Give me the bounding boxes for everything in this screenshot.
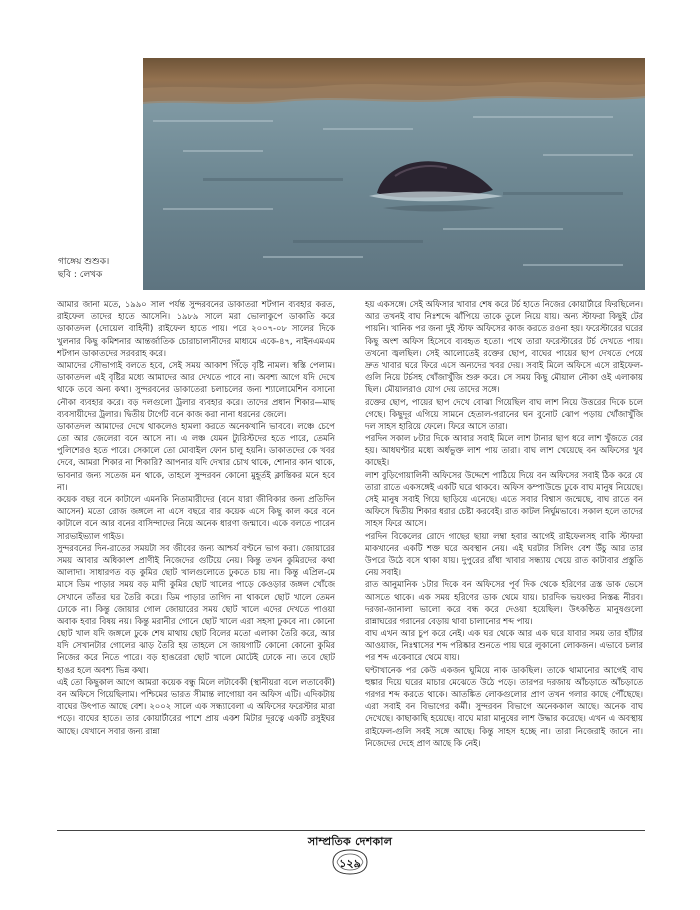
paragraph: কয়েক বছর বনে কাটালে এমনকি নিতামারীদের (বনে যারা জীবিকার জন্য প্রতিদিন আসেন) মতো রোজ জঙ্গলে না এসে বছরে বার কয়েক এসে কিছু কাল করে বনে কাটালে বনে আর বনের বাসিন্দাদের নিয়ে অনেক ধারণা জন্মাবে। একে বলতে পারেন সারভাইভ্যাল গাইড। [57,494,335,541]
paragraph: পরদিন বিকেলের রোদে গাছের ছায়া লম্বা হবার আগেই রাইফেলসহ বাকি স্টাফরা মাকখানের একটি শক্ত ঘরে অবস্থান নেয়। এই ঘরটার সিলিং বেশ উঁচু আর তার উপরে উঠে বসে থাকা যায়। দুপুরের রাঁধা খাবার সন্ধ্যায় খেয়ে রাত কাটাবার প্রস্তুতি নেয় সবাই। [365,530,643,578]
photo-caption [58,256,140,282]
magazine-name: সাম্প্রতিক দেশকাল [307,835,393,848]
paragraph: রাত আনুমানিক ১টার দিকে বন অফিসের পূর্ব দিক থেকে হরিণের ত্রস্ত ডাক ভেসে আসতে থাকে। এক সময় হরিণের ডাক থেমে যায়। চারদিক ভয়ংকর নিস্তব্ধ নীরব। দরজা-জানালা ভালো করে বন্ধ করে দেওয়া হয়েছিল। উৎকণ্ঠিত মানুষগুলো রান্নাঘরের গরানের বেড়ায় থাবা চালানোর শব্দ পায়। [365,579,643,626]
paragraph: আমাদের সৌভাগ্যই বলতে হবে, সেই সময় আকাশ গিঁড়ে বৃষ্টি নামল। স্বস্তি পেলাম। ডাকাতদল এই বৃষ্টির মধ্যে আমাদের আর দেখতে পাবে না। অবশ্য আগে যদি দেখে থাকে তবে অন্য কথা। সুন্দরবনের ডাকাতেরা চলাচলের জন্য শ্যালোমেশিন বসানো নৌকা ব্যবহার করে। বড় দলগুলো ট্রলার ব্যবহার করে। তাদের প্রধান শিকার—মাছ ব্যবসায়ীদের ট্রলার। দ্বিতীয় টার্গেট বনে কাজ করা নানা ধরনের জেলে। [57,359,335,419]
paragraph: এই তো কিছুকাল আগে আমরা কয়েক বন্ধু মিলে লটাবেকী (স্থানীয়রা বলে লতাবেকী) বন অফিসে গিয়েছিলাম। পশ্চিমের ভারত সীমান্ত লাগোয়া বন অফিস এটি। এদিকটায় বাঘের উৎপাত আছে বেশ। ২০০২ সালে এক সন্ধ্যাবেলা এ অফিসের ফরেস্টার মারা পড়ে। বাঘের হাতে। তার কোয়ার্টারের পাশে প্রায় একশ মিটার দূরত্বে একটি রসুইঘর আছে। যেখানে সবার জন্য রান্না [57,676,335,736]
right-column [365,298,643,828]
dolphin-photo [143,58,645,290]
paragraph: রক্তের ছোপ, পায়ের ছাপ দেখে বোঝা গিয়েছিল বাঘ লাশ নিয়ে উত্তরের দিকে চলে গেছে। কিছুদূর এগিয়ে সামনে হেতাল-গরানের ঘন বুনোট ঝোপ পড়ায় খোঁজাখুঁজি দল সাহস হারিয়ে ফেলে। ফিরে আসে তারা। [365,396,643,431]
paragraph: ডাকাতদল আমাদের দেখে থাকলেও হামলা করতে অনেকখানি ভাববে। লঞ্চে চেপে তো আর জেলেরা বনে আসে না। এ লঞ্চ যেমন ট্যুরিস্টদের হতে পারে, তেমনি পুলিশেরও হতে পারে। সেকালে তো মোবাইল ফোন চালু হয়নি। ডাকাতদের কে খবর দেবে, আমরা শিকার না শিকারি? আপনার যদি দেখার চোখ থাকে, শোনার কান থাকে, ভাবনার জন্য সতেজ মন থাকে, তাহলে সুন্দরবন কোনো মুহূর্তই ক্লান্তিকর মনে হবে না। [57,420,335,492]
paragraph: আমার জানা মতে, ১৯৯০ সাল পর্যন্ত সুন্দরবনের ডাকাতরা শটগান ব্যবহার করত, রাইফেল তাদের হাতে আসেনি। ১৯৮৯ সালে মরা ভোলাকুপে ডাকাতি করে ডাকাতদল (দোয়েল বাহিনী) রাইফেল হাতে পায়। পরে ২০০৭-০৮ সালের দিকে খুলনার কিছু কমিশনার আন্তর্জাতিক চোরাচালানীদের মাধ্যমে একে-৪৭, নাইনএমএম শটগান ডাকাতদের সরবরাহ করে। [57,299,335,358]
caption-title: গাঙ্গেয় শুশুক। [58,257,110,267]
paragraph: ঘণ্টাখানেক পর কেউ একজন ঘুমিয়ে নাক ডাকছিল। তাকে থামানোর আগেই বাঘ হুঙ্কার দিয়ে ঘরের মাচার মেঝেতে উঠে পড়ে। তারপর দরজায় আঁচড়াতে আঁচড়াতে গরগর শব্দ করতে থাকে। আতঙ্কিত লোকগুলোর প্রাণ তখন গলার কাছে পৌঁছেছে। এরা সবাই বন বিভাগের কর্মী। সুন্দরবন বিভাগে অনেককাল আছে। অনেক বাঘ দেখেছে। কাছাকাছি হয়েছে। বাঘে মারা মানুষের লাশ উদ্ধার করেছে। এখন এ অবস্থায় রাইফেল-গুলি সবই সঙ্গে আছে। কিন্তু সাহস হচ্ছে না। তারা নিজেরাই জানে না। নিজেদের দেহে প্রাণ আছে কি নেই। [365,664,643,748]
paragraph: হয় একসঙ্গে। সেই অফিসার খাবার শেষ করে টর্চ হাতে নিজের কোয়ার্টারে ফিরছিলেন। আর তখনই বাঘ নিঃশব্দে ঝাঁপিয়ে তাকে তুলে নিয়ে যায়। অন্য স্টাফরা কিছুই টের পায়নি। খানিক পর জনা দুই স্টাফ অফিসের কাজ করতে রওনা হয়। ফরেস্টারের ঘরের কিছু অংশ অফিস হিসেবে ব্যবহৃত হতো। পথে তারা ফরেস্টারের টর্চ দেখতে পায়। তখনো জ্বলছিল। সেই আলোতেই রক্তের ছোপ, বাঘের পায়ের ছাপ দেখতে পেয়ে দ্রুত খাবার ঘরে ফিরে এসে অন্যদের খবর দেয়। সবাই মিলে অফিসে এসে রাইফেল-গুলি নিয়ে টর্চসহ খোঁজাখুঁজি শুরু করে। সে সময় কিছু মৌয়াল নৌকা ওই এলাকায় ছিল। মৌয়ালরাও যোগ দেয় তাদের সঙ্গে। [365,299,643,395]
paragraph: সুন্দরবনের দিন-রাতের সময়টা সব জীবের জন্য আশ্চর্য বণ্টনে ভাগ করা। জোয়ারের সময় আবার অধিকাংশ প্রাণীই নিজেদের গুটিয়ে নেয়। কিন্তু তখন কুমিরদের কথা আলাদা। সাধারণত বড় কুমির ছোট খালগুলোতে ঢুকতে চায় না। কিন্তু এপ্রিল-মে মাসে ডিম পাড়ার সময় বড় মাদী কুমির ছোট খালের পাড়ে কেওড়ার জঙ্গল খোঁজে সেখানে তাঁতর ঘর তৈরি করে। ডিম পাড়ার তাগিদ না থাকলে ছোট খালে তেমন ঢোকে না। কিন্তু জোয়ার গোল জোয়ারের সময় ছোট খালে এদের দেখতে পাওয়া অবাক হবার বিষয় নয়। কিন্তু মরানীর গোনে ছোট খালে এরা সহসা ঢুকবে না। কোনো ছোট খাল যদি জঙ্গলে ঢুকে শেষ মাথায় ছোট বিলের মতো এলাকা তৈরি করে, আর যদি সেখানটার গোলের ঝাড় তৈরি হয় তাহলে সে জায়গাটি কোনো কোনো কুমির নিজের করে নিতে পারে। বড় হাঙরেরা ছোট খালে মোটেই ঢোকে না। তবে ছোট হাঙর হলে অবশ্য ভিন্ন কথা। [57,542,335,675]
caption-credit: ছবি : লেখক [58,270,103,280]
page-number-badge [329,847,371,877]
page-number: ১২৯ [339,857,361,870]
paragraph: পরদিন সকাল ৮টার দিকে আবার সবাই মিলে লাশ টানার ছাপ ধরে লাশ খুঁজতে বের হয়। আধঘণ্টার মধ্যে অর্ধভুক্ত লাশ পায় তারা। বাঘ লাশ খেয়েছে বন অফিসের খুব কাছেই। [365,433,643,468]
footer-rule [57,830,645,831]
left-column [57,298,335,828]
dolphin-photo-image [143,58,645,290]
paragraph: বাঘ এখন আর চুপ করে নেই। এক ঘর থেকে আর এক ঘরে যাবার সময় তার হাঁটার আওয়াজ, নিঃশ্বাসের শব্দ পরিষ্কার শুনতে পায় ঘরে লুকানো লোকজন। এভাবে চলার পর শব্দ একেবারে থেমে যায়। [365,628,643,663]
paragraph: লাশ বুড়িগোয়ালিনী অফিসের উদ্দেশে পাঠিয়ে দিয়ে বন অফিসের সবাই ঠিক করে যে তারা রাতে একসঙ্গেই একটি ঘরে থাকবে। অফিস কম্পাউন্ডে ঢুকে বাঘ মানুষ নিয়েছে। সেই মানুষ সবাই গিয়ে ছাড়িয়ে এনেছে। এতে সবার বিশ্বাস জন্মেছে, বাঘ রাতে বন অফিসে দ্বিতীয় শিকার ধরার চেষ্টা করবেই। রাত কাটল নির্ঘুমভাবে। সকাল হলে তাদের সাহস ফিরে আসে। [365,469,643,529]
